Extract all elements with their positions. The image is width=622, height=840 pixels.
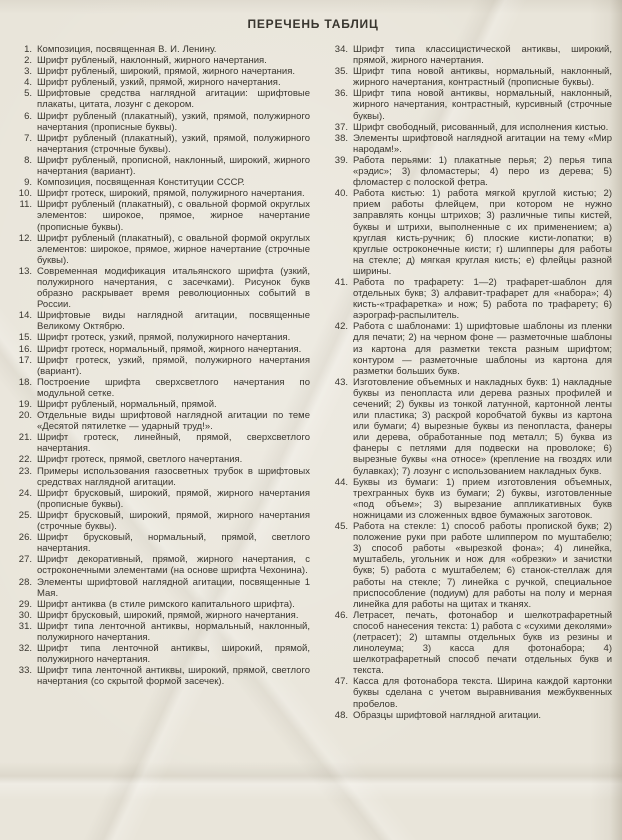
list-item	[14, 155, 310, 177]
item-number: 3.	[24, 66, 32, 78]
list-item	[14, 233, 310, 266]
item-text: Касса для фотонабора текста. Ширина каждой картонки буквы сделана с учетом выравнивания межбуквенных пробелов.	[353, 676, 612, 710]
item-text: Шрифт типа ленточной антиквы, нормальный, наклонный, полужирного начертания.	[37, 620, 310, 643]
item-text: Шрифт брусковый, широкий, прямой, жирного начертания (строчные буквы).	[37, 509, 310, 533]
item-number: 29.	[18, 598, 32, 610]
list-item	[14, 111, 310, 133]
item-number: 28.	[18, 576, 32, 588]
item-text: Шрифт рубленый, узкий, прямой, жирного начертания.	[37, 77, 281, 89]
list-item	[14, 66, 310, 77]
item-text: Элементы шрифтовой наглядной агитации, посвященные 1 Мая.	[37, 576, 310, 599]
item-text: Шрифт брусковый, широкий, прямой, жирного начертания.	[37, 609, 299, 621]
item-text: Работа на стекле: 1) способ работы пропиской букв; 2) положение руки при работе шлиппером по муштабелю; 3) способ работы «вырезкой фона»; 4) линейка, муштабель, угольник и нож для «обрезки» и зачистки букв; 5) работа с муштабелем; 6) станок-стеллаж для работы на стекле; 7) линейка с ручкой, специальное приспособление (подиум) для работы на полу и мерная линейка для работы на щитах и тканях.	[353, 521, 612, 610]
item-number: 12.	[18, 232, 32, 244]
item-number: 18.	[18, 376, 32, 388]
item-number: 30.	[18, 609, 32, 621]
item-number: 32.	[18, 643, 32, 655]
item-text: Шрифт брусковый, широкий, прямой, жирного начертания (прописные буквы).	[37, 487, 310, 510]
item-number: 25.	[18, 509, 32, 521]
list-item	[14, 355, 310, 377]
item-number: 38.	[334, 132, 348, 144]
item-number: 31.	[18, 620, 32, 632]
list-item	[330, 188, 612, 277]
list-item	[14, 310, 310, 332]
list-item	[14, 532, 310, 554]
list-item	[14, 643, 310, 665]
item-number: 15.	[18, 332, 32, 344]
list-item	[14, 577, 310, 599]
list-item	[14, 610, 310, 621]
item-number: 20.	[18, 410, 32, 422]
right-column	[330, 44, 612, 721]
item-number: 6.	[24, 110, 32, 122]
item-text: Шрифт гротеск, широкий, прямой, полужирного начертания.	[37, 188, 305, 200]
item-number: 17.	[18, 354, 32, 366]
list-item	[330, 277, 612, 321]
page-title: ПЕРЕЧЕНЬ ТАБЛИЦ	[247, 17, 379, 31]
list-item	[330, 321, 612, 376]
item-text: Шрифт типа ленточной антиквы, широкий, прямой, светлого начертания (со скрытой формой засечек).	[37, 665, 310, 688]
item-number: 42.	[334, 321, 348, 333]
item-number: 4.	[24, 77, 32, 89]
list-item	[14, 377, 310, 399]
item-number: 19.	[18, 399, 32, 410]
item-number: 24.	[18, 487, 32, 499]
list-item	[14, 332, 310, 343]
item-text: Шрифт гротеск, линейный, прямой, сверхсветлого начертания.	[37, 432, 310, 455]
list-item	[14, 510, 310, 532]
item-number: 34.	[334, 44, 348, 55]
item-number: 45.	[334, 521, 348, 533]
list-item	[330, 676, 612, 709]
list-item	[14, 599, 310, 610]
item-text: Шрифт рубленый, широкий, прямой, жирного начертания.	[37, 66, 295, 78]
item-text: Образцы шрифтовой наглядной агитации.	[353, 709, 542, 721]
item-text: Летрасет, печать, фотонабор и шелкотрафаретный способ нанесения текста: 1) работа с «сухими деколями» (летрасет); 2) штампы отдельных букв из резины и линолеума; 3) касса для фотонабора; 4) шелкотрафаретный способ печати отдельных букв и текста.	[353, 609, 612, 677]
list-item	[330, 88, 612, 121]
item-text: Шрифт рубленый, прописной, наклонный, широкий, жирного начертания (вариант).	[37, 154, 310, 178]
item-text: Шрифтовые средства наглядной агитации: шрифтовые плакаты, цитата, лозунг с декором.	[37, 88, 310, 111]
item-number: 8.	[24, 154, 32, 166]
item-text: Шрифт гротеск, прямой, светлого начертания.	[37, 454, 243, 466]
item-text: Шрифт рубленый, наклонный, жирного начертания.	[37, 55, 267, 67]
list-item	[330, 610, 612, 677]
item-number: 27.	[18, 554, 32, 566]
item-number: 7.	[24, 132, 32, 144]
item-number: 47.	[334, 676, 348, 688]
list-item	[14, 399, 310, 410]
item-number: 46.	[334, 609, 348, 621]
item-number: 1.	[24, 44, 32, 55]
list-item	[14, 55, 310, 66]
item-text: Шрифт типа классицистической антиквы, широкий, прямой, жирного начертания.	[353, 44, 612, 67]
list-item	[14, 621, 310, 643]
item-text: Работа перьями: 1) плакатные перья; 2) перья типа «рэдис»; 3) фломастеры; 4) перо из дерева; 5) фломастер с полоской фетра.	[353, 154, 612, 189]
item-number: 43.	[334, 376, 348, 388]
item-text: Элементы шрифтовой наглядной агитации на тему «Мир народам!».	[353, 132, 612, 155]
list-item	[14, 432, 310, 454]
list-item	[330, 66, 612, 88]
list-item	[14, 488, 310, 510]
item-number: 9.	[24, 177, 32, 189]
item-text: Шрифт гротеск, узкий, прямой, полужирного начертания.	[37, 332, 291, 344]
list-item	[14, 466, 310, 488]
item-text: Шрифт гротеск, нормальный, прямой, жирного начертания.	[37, 343, 302, 355]
item-number: 11.	[19, 199, 32, 211]
list-item	[14, 199, 310, 232]
item-text: Отдельные виды шрифтовой наглядной агитации по теме «Десятой пятилетке — ударный труд!».	[37, 410, 310, 433]
item-number: 35.	[334, 66, 348, 78]
list-item	[14, 554, 310, 576]
item-text: Работа кистью: 1) работа мягкой круглой кистью; 2) прием работы флейцем, при котором не нужно заправлять концы штрихов; 3) различные типы кистей, буквы и штрихи, выполненные с их применением; а) круглая кисть-ручник; б) плоские кисти-лопатки; в) круглые остроконечные кисти; г) шлипперы для работы на стекле; д) мягкая круглая кисть; е) флейцы разной ширины.	[353, 188, 612, 277]
item-text: Работа с шаблонами: 1) шрифтовые шаблоны из пленки для печати; 2) на черном фоне — разметочные шаблоны из картона для разметки текста разным шрифтом; контуром — разметочные шаблоны из картона для разметки больших букв.	[353, 321, 612, 377]
item-text: Шрифт типа новой антиквы, нормальный, наклонный, жирного начертания, контрастный (прописные буквы).	[353, 66, 612, 89]
item-number: 23.	[18, 465, 32, 477]
item-text: Шрифт гротеск, узкий, прямой, полужирного начертания (вариант).	[37, 354, 310, 377]
item-text: Построение шрифта сверхсветлого начертания по модульной сетке.	[37, 376, 310, 399]
list-item	[14, 77, 310, 88]
list-item	[14, 344, 310, 355]
item-text: Шрифт антиква (в стиле римского капитального шрифта).	[37, 598, 295, 610]
item-number: 48.	[334, 709, 348, 721]
list-item	[14, 44, 310, 55]
left-column	[14, 44, 310, 687]
list-item	[14, 454, 310, 465]
item-number: 44.	[334, 476, 348, 488]
item-text: Шрифт декоративный, прямой, жирного начертания, с остроконечными элементами (на основе шрифта Чехонина).	[37, 554, 310, 577]
item-text: Шрифт брусковый, нормальный, прямой, светлого начертания.	[37, 532, 310, 555]
item-number: 26.	[18, 532, 32, 544]
item-text: Композиция, посвященная Конституции СССР.	[37, 177, 245, 189]
item-number: 40.	[334, 188, 348, 200]
item-number: 33.	[18, 665, 32, 677]
list-item	[330, 155, 612, 188]
item-text: Шрифт рубленый (плакатный), узкий, прямой, полужирного начертания (прописные буквы).	[37, 110, 310, 133]
item-text: Шрифтовые виды наглядной агитации, посвященные Великому Октябрю.	[37, 310, 310, 333]
item-text: Шрифт рубленый, нормальный, прямой.	[37, 399, 217, 410]
item-text: Буквы из бумаги: 1) прием изготовления объемных, трехгранных букв из бумаги; 2) буквы, изготовленные «под объем»; 3) вырезание аппликативных букв ножницами из сложенных вдвое бумажных заготовок.	[353, 476, 612, 521]
list-item	[330, 477, 612, 521]
list-item	[14, 177, 310, 188]
list-item	[330, 521, 612, 610]
item-number: 13.	[18, 265, 32, 277]
item-number: 10.	[18, 188, 32, 200]
item-text: Шрифт типа новой антиквы, нормальный, наклонный, жирного начертания, контрастный, курсивный (строчные буквы).	[353, 88, 612, 122]
list-item	[14, 665, 310, 687]
list-item	[14, 410, 310, 432]
list-item	[14, 133, 310, 155]
list-item	[14, 188, 310, 199]
item-number: 21.	[18, 432, 32, 444]
list-item	[14, 88, 310, 110]
item-number: 41.	[334, 276, 348, 288]
item-number: 2.	[24, 55, 32, 67]
list-item	[330, 44, 612, 66]
item-number: 14.	[18, 310, 32, 322]
item-text: Шрифт рубленый (плакатный), с овальной формой округлых элементов: широкое, прямое, жирное начертание (прописные буквы).	[37, 199, 310, 233]
item-text: Изготовление объемных и накладных букв: 1) накладные буквы из пенопласта или дерева разных профилей и сечений; 2) буквы из тонкой латунной, картонной ленты или пластика; 3) раскрой коробчатой буквы из картона или бумаги; 4) вырезные буквы из пенопласта, фанеры или дерева, обработанные под металл; 5) буква из фанеры с петлями для подвески на проволоке; 6) вырезные буквы «на относе» (крепление на гвоздях или булавках); 7) лозунг с использованием накладных букв.	[353, 376, 612, 477]
item-text: Работа по трафарету: 1—2) трафарет-шаблон для отдельных букв; 3) алфавит-трафарет для «набора»; 4) кисть-«трафаретка» и нож; 5) работа по трафарету; 6) аэрограф-распылитель.	[353, 276, 612, 322]
item-number: 22.	[18, 454, 32, 466]
item-text: Шрифт типа ленточной антиквы, широкий, прямой, полужирного начертания.	[37, 643, 310, 666]
item-number: 36.	[334, 88, 348, 100]
item-text: Шрифт рубленый (плакатный), с овальной формой округлых элементов: широкое, прямое, жирное начертание (строчные буквы).	[37, 232, 310, 266]
item-text: Шрифт свободный, рисованный, для исполнения кистью.	[353, 121, 609, 133]
item-text: Современная модификация итальянского шрифта (узкий, полужирного начертания, с засечками). Рисунок букв образно раскрывает время революционных событий в России.	[37, 265, 310, 311]
item-text: Композиция, посвященная В. И. Ленину.	[37, 44, 217, 55]
list-item	[330, 122, 612, 133]
list-item	[330, 710, 612, 721]
item-number: 39.	[334, 154, 348, 166]
item-number: 16.	[18, 343, 32, 355]
list-columns	[14, 44, 612, 721]
item-number: 5.	[24, 88, 32, 100]
item-text: Примеры использования газосветных трубок в шрифтовых средствах наглядной агитации.	[37, 465, 310, 488]
item-number: 37.	[334, 121, 348, 133]
item-text: Шрифт рубленый (плакатный), узкий, прямой, полужирного начертания (строчные буквы).	[37, 132, 310, 155]
list-item	[330, 377, 612, 477]
list-item	[14, 266, 310, 310]
list-item	[330, 133, 612, 155]
